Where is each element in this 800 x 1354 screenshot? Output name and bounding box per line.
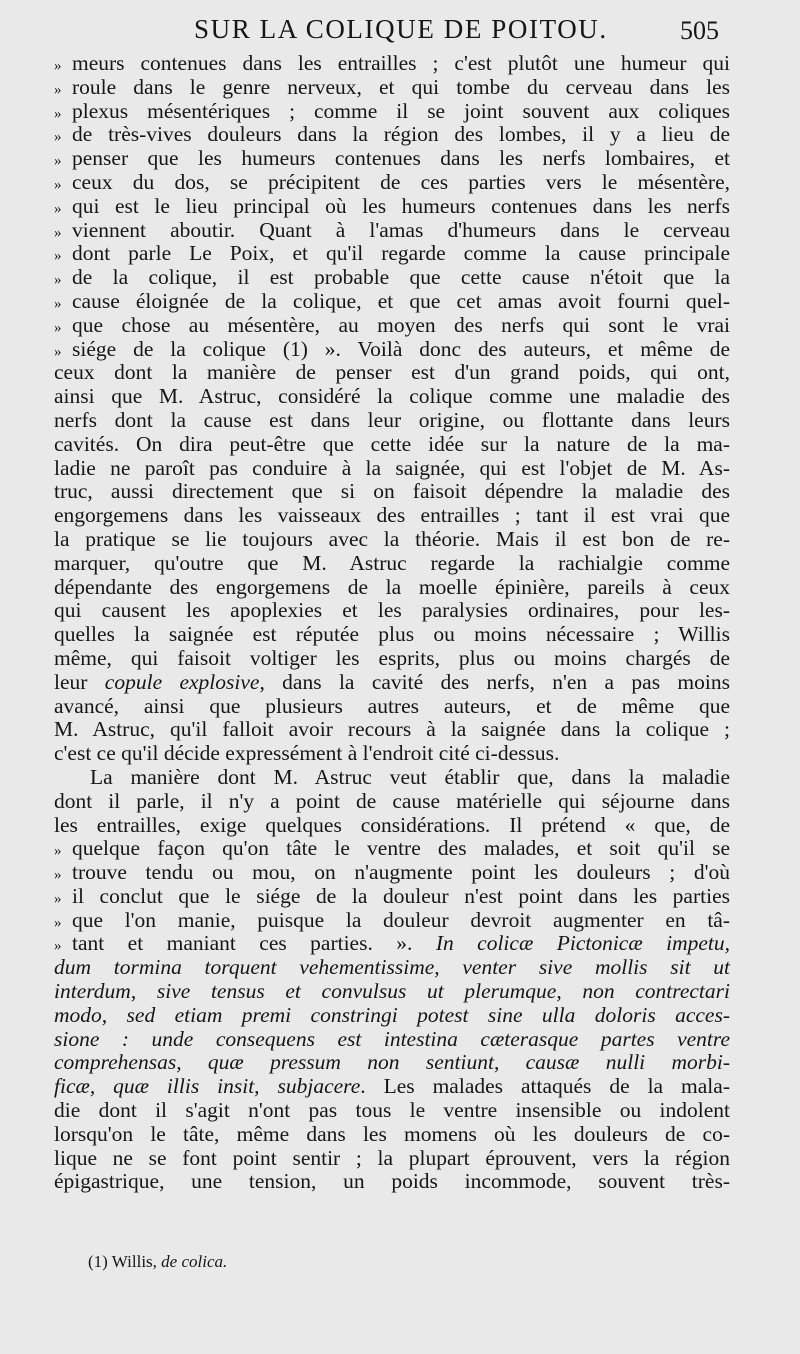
text-line xyxy=(54,147,730,171)
text-line xyxy=(54,1075,730,1099)
text-line xyxy=(54,290,730,314)
quote-mark: » xyxy=(54,914,62,931)
quote-mark: » xyxy=(54,295,62,312)
quote-mark: » xyxy=(54,843,62,860)
quote-mark: » xyxy=(54,272,62,289)
text-run: lique ne se font point sentir ; la plupart éprouvent, vers la région xyxy=(54,1145,730,1170)
text-line xyxy=(54,504,730,528)
italic-text: ficæ, quæ illis insit, subjacere xyxy=(54,1074,361,1099)
text-line xyxy=(54,552,730,576)
text-line xyxy=(54,433,730,457)
italic-text: venter sive mollis sit ut xyxy=(462,955,731,980)
text-run: dépendante des engorgemens de la moelle épinière, pareils à ceux xyxy=(54,574,730,599)
text-run: viennent aboutir. Quant à l'amas d'humeurs dans le cerveau xyxy=(72,217,730,242)
text-line xyxy=(54,695,730,719)
italic-text: sive tensus et convulsus ut plerumque, non contrectari xyxy=(156,979,730,1004)
text-line xyxy=(54,76,730,100)
text-line xyxy=(54,528,730,552)
italic-text: dum tormina torquent vehementissime xyxy=(54,955,435,980)
running-title: SUR LA COLIQUE DE POITOU. xyxy=(194,14,608,44)
text-run: même, qui faisoit voltiger les esprits, plus ou moins chargés de xyxy=(54,645,730,670)
text-run: cause éloignée de la colique, et que cet amas avoit fourni quel- xyxy=(72,288,730,313)
text-run: truc, aussi directement que si on faisoit dépendre la maladie des xyxy=(54,479,730,504)
footnote-title: de colica. xyxy=(161,1252,228,1271)
text-line xyxy=(54,409,730,433)
text-line xyxy=(54,219,730,243)
text-run: il conclut que le siége de la douleur n'est point dans les parties xyxy=(72,883,730,908)
quote-mark: » xyxy=(54,200,62,217)
italic-text: modo, sed etiam premi constringi potest sine ulla doloris acces- xyxy=(54,1002,730,1027)
text-run: marquer, qu'outre que M. Astruc regarde la rachialgie comme xyxy=(54,550,730,575)
text-run: leur xyxy=(54,669,105,694)
italic-text: comprehensas, quæ pressum non sentiunt, causæ nulli morbi- xyxy=(54,1050,730,1075)
text-run: épigastrique, une tension, un poids incommode, souvent très- xyxy=(54,1169,730,1194)
quote-mark: » xyxy=(54,153,62,170)
text-run: . Les malades attaqués de la mala- xyxy=(360,1074,730,1099)
text-line xyxy=(54,790,730,814)
text-run: de très-vives douleurs dans la région des lombes, il y a lieu de xyxy=(72,122,730,147)
text-run: quelque façon qu'on tâte le ventre des malades, et soit qu'il se xyxy=(72,836,730,861)
text-run: , xyxy=(434,955,463,980)
body-text xyxy=(54,52,730,1194)
text-run: qui causent les apoplexies et les paralysies ordinaires, pour les- xyxy=(54,598,730,623)
text-line xyxy=(54,576,730,600)
italic-text: interdum xyxy=(54,979,131,1004)
text-run: die dont il s'agit n'ont pas tous le ventre insensible ou indolent xyxy=(54,1098,730,1123)
text-line xyxy=(54,242,730,266)
quote-mark: » xyxy=(54,58,62,74)
text-run: ceux dont la manière de penser est d'un grand poids, qui ont, xyxy=(54,360,730,385)
quote-mark: » xyxy=(54,81,62,98)
text-line xyxy=(54,980,730,1004)
text-line xyxy=(54,1123,730,1147)
text-run: avancé, ainsi que plusieurs autres auteurs, et de même que xyxy=(54,693,730,718)
italic-text: copule explosive xyxy=(104,669,260,694)
text-line xyxy=(54,1170,730,1194)
text-line xyxy=(54,100,730,124)
text-line xyxy=(54,361,730,385)
text-line xyxy=(54,766,730,790)
text-line xyxy=(54,956,730,980)
text-line xyxy=(54,742,730,766)
text-line xyxy=(54,814,730,838)
italic-text: In colicæ Pictonicæ impetu, xyxy=(435,931,731,956)
quote-mark: » xyxy=(54,319,62,336)
text-line xyxy=(54,52,730,76)
text-line xyxy=(54,1028,730,1052)
text-run: La manière dont M. Astruc veut établir que, dans la maladie xyxy=(90,764,730,789)
text-line xyxy=(54,1099,730,1123)
text-run: cavités. On dira peut-être que cette idée sur la nature de la ma- xyxy=(54,431,730,456)
text-run: siége de la colique (1) ». Voilà donc des auteurs, et même de xyxy=(72,336,730,361)
quote-mark: » xyxy=(54,129,62,146)
text-run: , dans la cavité des nerfs, n'en a pas moins xyxy=(259,669,730,694)
quote-mark: » xyxy=(54,105,62,122)
page-number: 505 xyxy=(680,16,719,45)
text-run: de la colique, il est probable que cette cause n'étoit que la xyxy=(72,265,730,290)
text-run: quelles la saignée est réputée plus ou moins nécessaire ; Willis xyxy=(54,622,730,647)
text-run: , xyxy=(130,979,157,1004)
text-run: engorgemens dans les vaisseaux des entrailles ; tant il est vrai que xyxy=(54,503,730,528)
text-line xyxy=(54,338,730,362)
text-line xyxy=(54,171,730,195)
text-run: dont parle Le Poix, et qu'il regarde comme la cause principale xyxy=(72,241,730,266)
text-run: roule dans le genre nerveux, et qui tombe du cerveau dans les xyxy=(72,74,730,99)
text-line xyxy=(54,861,730,885)
text-line xyxy=(54,909,730,933)
quote-mark: » xyxy=(54,890,62,907)
quote-mark: » xyxy=(54,867,62,884)
italic-text: sione : unde consequens est intestina cæterasque partes ventre xyxy=(54,1026,730,1051)
text-line xyxy=(54,647,730,671)
text-line xyxy=(54,1051,730,1075)
quote-mark: » xyxy=(54,224,62,241)
text-run: ladie ne paroît pas conduire à la saignée, qui est l'objet de M. As- xyxy=(54,455,730,480)
text-line xyxy=(54,385,730,409)
text-run: la pratique se lie toujours avec la théorie. Mais il est bon de re- xyxy=(54,526,730,551)
footnote-author: Willis, xyxy=(111,1252,157,1271)
quote-mark: » xyxy=(54,343,62,360)
text-run: c'est ce qu'il décide expressément à l'endroit cité ci-dessus. xyxy=(54,741,560,766)
text-line xyxy=(54,885,730,909)
page-header xyxy=(0,6,800,46)
text-line xyxy=(54,718,730,742)
text-run: meurs contenues dans les entrailles ; c'est plutôt une humeur qui xyxy=(72,51,730,75)
text-run: M. Astruc, qu'il falloit avoir recours à la saignée dans la colique ; xyxy=(54,717,730,742)
footnote-marker: (1) xyxy=(88,1252,108,1271)
text-line xyxy=(54,932,730,956)
text-run: penser que les humeurs contenues dans les nerfs lombaires, et xyxy=(72,146,730,171)
text-run: lorsqu'on le tâte, même dans les momens où les douleurs de co- xyxy=(54,1121,730,1146)
text-line xyxy=(54,671,730,695)
text-run: tant et maniant ces parties. ». xyxy=(72,931,436,956)
text-line xyxy=(54,1004,730,1028)
quote-mark: » xyxy=(54,938,62,955)
text-run: que chose au mésentère, au moyen des nerfs qui sont le vrai xyxy=(72,312,730,337)
text-line xyxy=(54,457,730,481)
text-line xyxy=(54,480,730,504)
text-run: nerfs dont la cause est dans leur origine, ou flottante dans leurs xyxy=(54,407,730,432)
text-run: dont il parle, il n'y a point de cause matérielle qui séjourne dans xyxy=(54,788,730,813)
text-line xyxy=(54,123,730,147)
text-line xyxy=(54,623,730,647)
quote-mark: » xyxy=(54,176,62,193)
text-line xyxy=(54,837,730,861)
text-run: que l'on manie, puisque la douleur devroit augmenter en tâ- xyxy=(72,907,730,932)
text-run: qui est le lieu principal où les humeurs contenues dans les nerfs xyxy=(72,193,730,218)
text-run: ainsi que M. Astruc, considéré la colique comme une maladie des xyxy=(54,384,730,409)
text-line xyxy=(54,599,730,623)
text-run: trouve tendu ou mou, on n'augmente point les douleurs ; d'où xyxy=(72,860,730,885)
text-run: ceux du dos, se précipitent de ces parties vers le mésentère, xyxy=(72,169,730,194)
text-line xyxy=(54,1147,730,1171)
text-line xyxy=(54,195,730,219)
text-line xyxy=(54,314,730,338)
quote-mark: » xyxy=(54,248,62,265)
text-run: plexus mésentériques ; comme il se joint souvent aux coliques xyxy=(72,98,730,123)
text-line xyxy=(54,266,730,290)
text-run: les entrailles, exige quelques considérations. Il prétend « que, de xyxy=(54,812,730,837)
footnote xyxy=(88,1252,227,1272)
